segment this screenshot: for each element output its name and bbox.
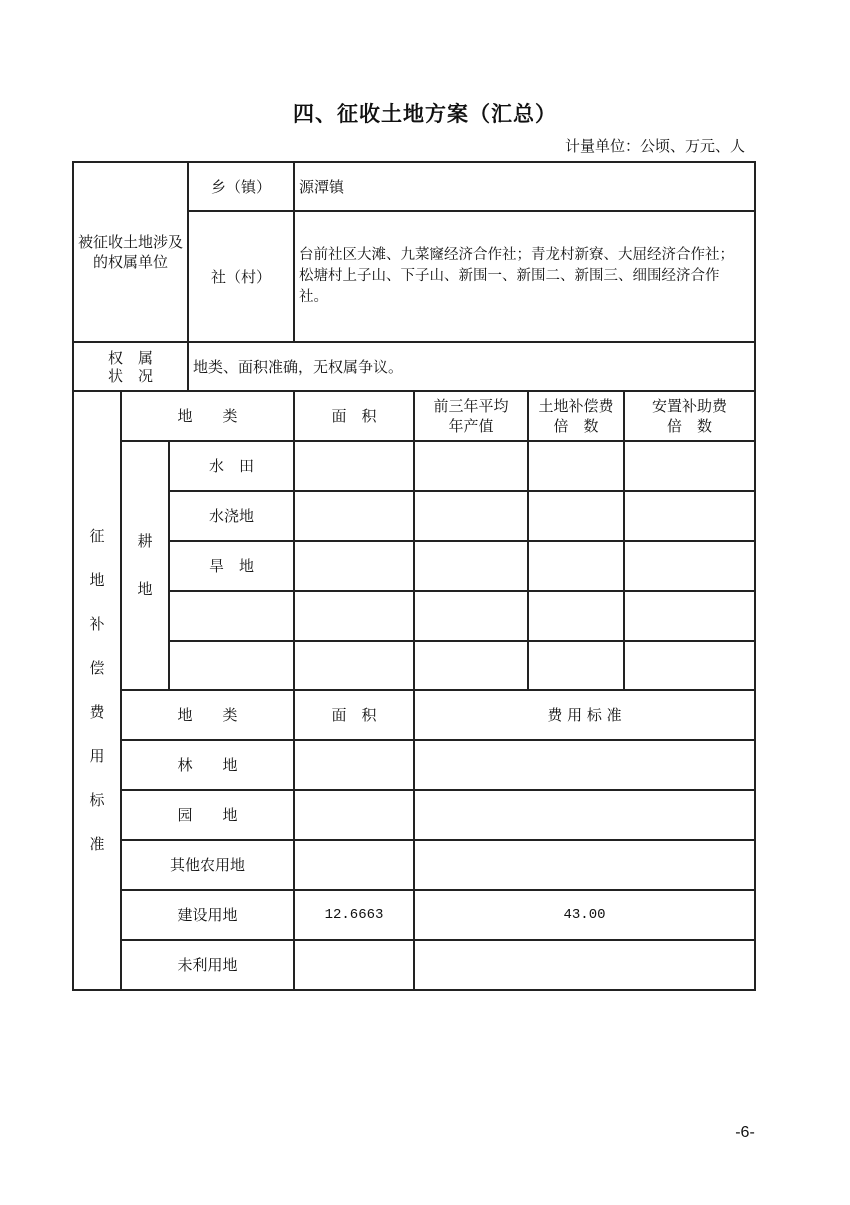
avg-output-cell xyxy=(415,542,527,590)
header2-land-type: 地 类 xyxy=(177,706,238,724)
land-type-cell: 水浇地 xyxy=(208,507,254,525)
land-mult-cell xyxy=(529,442,623,490)
page-number: -6- xyxy=(735,1124,755,1141)
resettle-mult-cell xyxy=(625,492,754,540)
avg-output-cell xyxy=(415,442,527,490)
compensation-standard-label xyxy=(74,500,120,880)
fee-cell xyxy=(415,941,754,989)
township-value: 源潭镇 xyxy=(299,177,345,196)
resettle-mult-cell xyxy=(625,592,754,640)
ownership-status-label-line2: 状 况 xyxy=(107,366,153,385)
ownership-status-label-line1: 权 属 xyxy=(107,348,153,367)
area-cell xyxy=(295,442,413,490)
land-type-cell xyxy=(170,592,293,640)
cultivated-label-char: 地 xyxy=(137,580,153,598)
unit-note: 计量单位：公顷、万元、人 xyxy=(564,137,745,155)
header-land-type: 地 类 xyxy=(177,407,238,425)
side-label-char: 标 xyxy=(89,791,105,809)
header2-fee-standard: 费 用 标 准 xyxy=(547,706,622,724)
header-land-mult-line1: 土地补偿费 xyxy=(538,397,614,415)
side-label-char: 偿 xyxy=(89,659,105,677)
resettle-mult-cell xyxy=(625,542,754,590)
area-cell xyxy=(295,492,413,540)
fee-cell xyxy=(415,841,754,889)
resettle-mult-cell xyxy=(625,642,754,689)
fee-cell xyxy=(415,791,754,839)
header-land-mult-line2: 倍 数 xyxy=(553,417,599,435)
side-label-char: 费 xyxy=(89,703,105,721)
land-mult-cell xyxy=(529,642,623,689)
side-label-char: 准 xyxy=(89,835,105,853)
side-label-char: 征 xyxy=(89,527,105,545)
ownership-status-value: 地类、面积准确，无权属争议。 xyxy=(193,357,404,376)
land-type-cell: 水 田 xyxy=(208,457,254,475)
area-cell xyxy=(295,642,413,689)
land-mult-cell xyxy=(529,592,623,640)
area-cell: 12.6663 xyxy=(324,907,384,923)
header-avg-output-line2: 年产值 xyxy=(448,417,494,435)
cultivated-label-char: 耕 xyxy=(137,532,153,550)
side-label-char: 地 xyxy=(89,571,105,589)
land-mult-cell xyxy=(529,542,623,590)
avg-output-cell xyxy=(415,642,527,689)
header-resettle-mult-line2: 倍 数 xyxy=(666,417,712,435)
fee-cell: 43.00 xyxy=(563,907,606,923)
side-label-char: 补 xyxy=(89,615,105,633)
township-label: 乡（镇） xyxy=(210,177,271,196)
header-area: 面 积 xyxy=(331,407,377,425)
header2-area: 面 积 xyxy=(331,706,377,724)
cultivated-land-label xyxy=(122,500,168,630)
area-cell xyxy=(295,941,413,989)
table-border-right xyxy=(754,161,756,991)
page-title: 四、征收土地方案（汇总） xyxy=(293,102,557,126)
land-type-cell: 园 地 xyxy=(177,806,238,824)
area-cell xyxy=(295,841,413,889)
header-resettlement-multiple xyxy=(625,392,754,440)
area-cell xyxy=(295,791,413,839)
header-resettle-mult-line1: 安置补助费 xyxy=(651,397,727,415)
land-mult-cell xyxy=(529,492,623,540)
land-type-cell: 旱 地 xyxy=(208,557,254,575)
avg-output-cell xyxy=(415,492,527,540)
resettle-mult-cell xyxy=(625,442,754,490)
ownership-status-label xyxy=(74,343,187,390)
area-cell xyxy=(295,542,413,590)
header-land-compensation-multiple xyxy=(529,392,623,440)
land-type-cell: 其他农用地 xyxy=(169,856,245,874)
land-type-cell xyxy=(170,642,293,689)
land-type-cell: 未利用地 xyxy=(177,956,238,974)
land-type-cell: 建设用地 xyxy=(177,906,238,924)
area-cell xyxy=(295,741,413,789)
village-label: 社（村） xyxy=(210,267,271,286)
area-cell xyxy=(295,592,413,640)
header-avg-output xyxy=(415,392,527,440)
side-label-char: 用 xyxy=(89,747,105,765)
land-type-cell: 林 地 xyxy=(177,756,238,774)
fee-cell xyxy=(415,741,754,789)
ownership-unit-label: 被征收土地涉及的权属单位 xyxy=(77,233,183,271)
village-value: 台前社区大滩、九菜窿经济合作社；青龙村新寮、大屈经济合作社；松塘村上子山、下子山、新围一、新围二、新围三、细围经济合作社。 xyxy=(299,247,734,305)
header-avg-output-line1: 前三年平均 xyxy=(433,397,509,415)
avg-output-cell xyxy=(415,592,527,640)
